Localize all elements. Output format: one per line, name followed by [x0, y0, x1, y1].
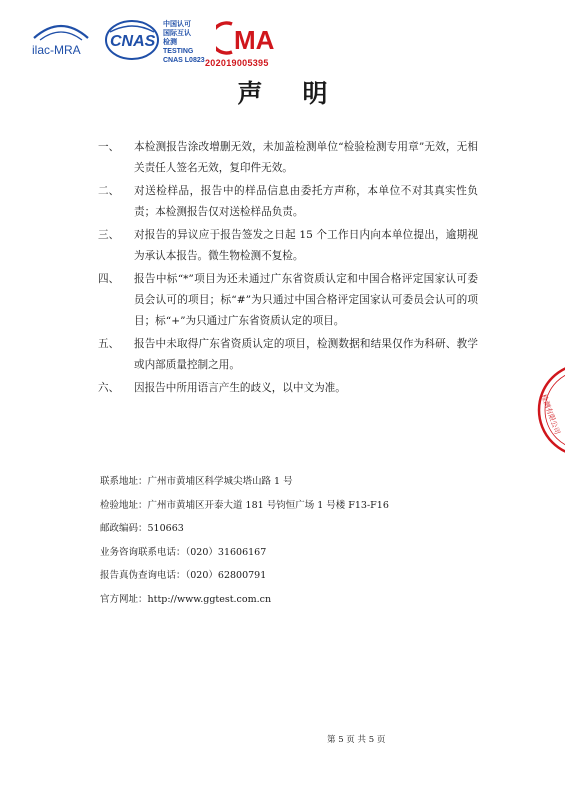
- contact-value: 广州市黄埔区科学城尖塔山路 1 号: [147, 476, 293, 487]
- contact-value: （020）62800791: [185, 570, 267, 582]
- statement-item: [98, 181, 478, 223]
- statement-number: 三、: [98, 229, 120, 241]
- ilac-mra-logo: [30, 20, 92, 60]
- page-title: 声明: [237, 79, 368, 108]
- statement-item: [98, 225, 478, 267]
- contact-website: [100, 588, 389, 612]
- statement-item: [98, 137, 478, 179]
- cnas-caption: [163, 20, 205, 65]
- cnas-caption-line: 中国认可: [163, 21, 191, 28]
- statement-item: [98, 334, 478, 376]
- statement-text: 报告中标“*”项目为还未通过广东省资质认定和中国合格评定国家认可委员会认可的项目；标“#”为只通过中国合格评定国家认可委员会认可的项目；标“+”为只通过广东省资质认定的项目。: [134, 273, 478, 327]
- statement-number: 五、: [98, 338, 120, 350]
- contact-value: 广州市黄埔区开泰大道 181 号钧恒广场 1 号楼 F13-F16: [147, 499, 389, 511]
- statement-text: 对报告的异议应于报告签发之日起 15 个工作日内向本单位提出，逾期视为承认本报告。微生物检测不复检。: [134, 229, 478, 262]
- statement-text: 因报告中所用语言产生的歧义，以中文为准。: [134, 382, 346, 394]
- statement-number: 二、: [98, 185, 120, 197]
- official-seal-stamp: [535, 360, 565, 460]
- statement-list: [98, 137, 478, 401]
- statement-item: [98, 378, 478, 399]
- header-logos: [30, 14, 300, 72]
- seal-text: 检测有限公司: [539, 393, 562, 436]
- ilac-logo-text: ilac-MRA: [32, 43, 81, 57]
- contact-test-address: [100, 494, 389, 518]
- contact-label: 联系地址：: [100, 476, 148, 487]
- contact-address: [100, 470, 389, 494]
- contact-label: 邮政编码：: [100, 523, 148, 535]
- contact-label: 官方网址：: [100, 593, 148, 605]
- contact-label: 检验地址：: [100, 499, 148, 511]
- cnas-caption-line: TESTING: [163, 48, 194, 55]
- contact-value: 510663: [147, 523, 184, 535]
- cma-number: 202019005395: [205, 58, 269, 68]
- cnas-caption-line: 国际互认: [163, 30, 191, 37]
- statement-text: 本检测报告涂改增删无效，未加盖检测单位“检验检测专用章”无效，无相关责任人签名无效，复印件无效。: [134, 141, 478, 174]
- cnas-caption-line: 检测: [163, 39, 177, 46]
- contact-value: （020）31606167: [185, 546, 267, 558]
- contact-label: 报告真伪查询电话：: [100, 570, 186, 582]
- statement-item: [98, 269, 478, 332]
- contact-business-phone: [100, 541, 389, 565]
- statement-number: 四、: [98, 273, 120, 285]
- contact-postcode: [100, 517, 389, 541]
- contact-label: 业务咨询联系电话：: [100, 546, 186, 558]
- page-number: 第 5 页 共 5 页: [327, 735, 386, 745]
- cma-logo-text: MA: [234, 25, 275, 55]
- statement-text: 报告中未取得广东省资质认定的项目，检测数据和结果仅作为科研、教学或内部质量控制之用。: [134, 338, 478, 371]
- cma-logo: [216, 20, 280, 56]
- statement-number: 六、: [98, 382, 120, 394]
- cnas-logo-text: CNAS: [110, 33, 156, 50]
- statement-text: 对送检样品，报告中的样品信息由委托方声称，本单位不对其真实性负责；本检测报告仅对送检样品负责。: [134, 185, 478, 218]
- cnas-caption-line: CNAS L0823: [163, 57, 205, 64]
- website-link[interactable]: http://www.ggtest.com.cn: [147, 593, 272, 605]
- statement-number: 一、: [98, 141, 120, 153]
- contact-verify-phone: [100, 564, 389, 588]
- contact-info: [100, 470, 389, 612]
